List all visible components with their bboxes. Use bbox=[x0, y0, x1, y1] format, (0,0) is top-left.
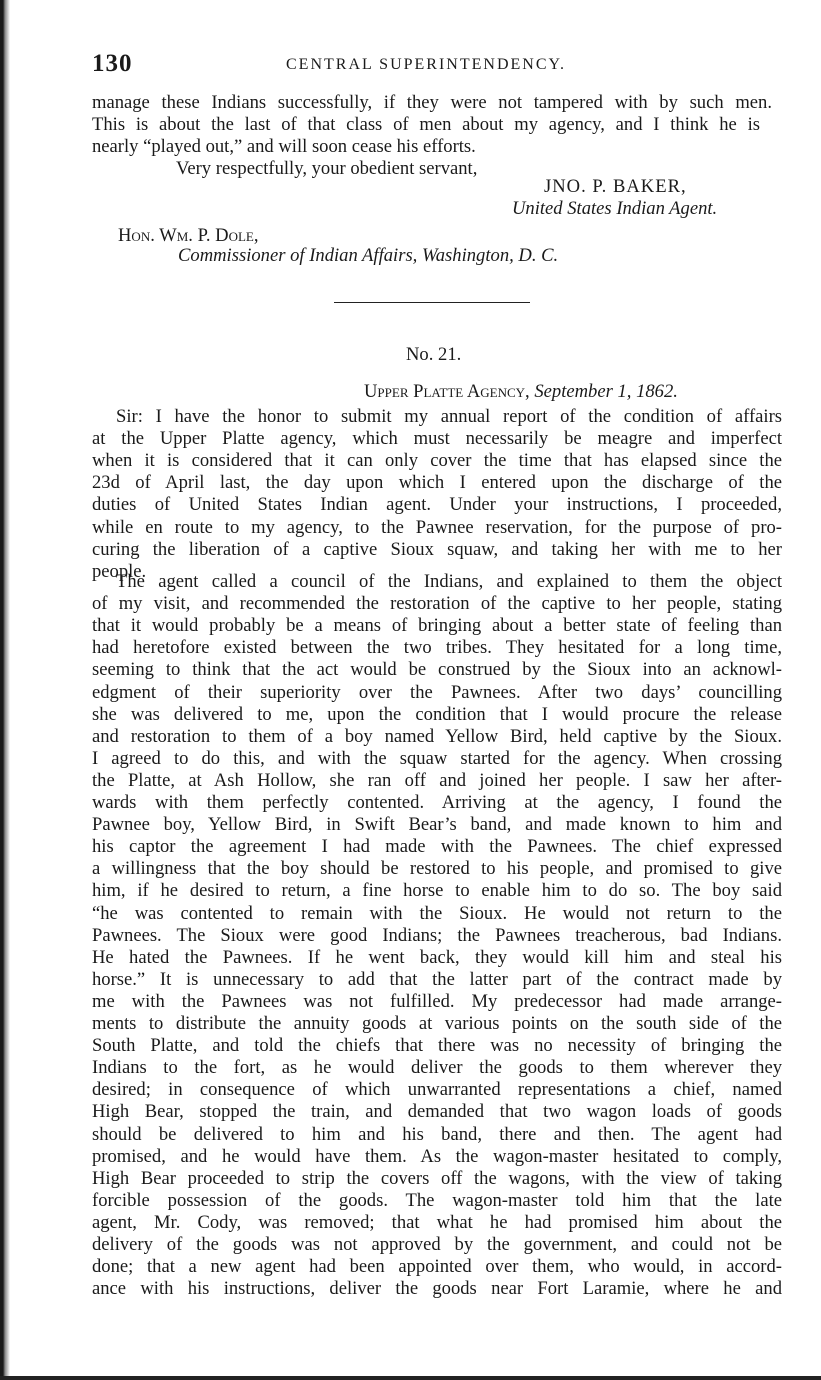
text-line: Pawnees. The Sioux were good Indians; the Pawnees treacherous, bad Indians. bbox=[92, 924, 782, 946]
text-line: when it is considered that it can only cover the time that has elapsed since the bbox=[92, 450, 782, 472]
text-line: Pawnee boy, Yellow Bird, in Swift Bear’s band, and made known to him and bbox=[92, 814, 782, 836]
text-line: the Platte, at Ash Hollow, she ran off and joined her people. I saw her after- bbox=[92, 769, 782, 791]
text-line: at the Upper Platte agency, which must necessarily be meagre and imperfect bbox=[92, 428, 782, 450]
text-line: a willingness that the boy should be restored to his people, and promised to give bbox=[92, 858, 782, 880]
text-line: High Bear proceeded to strip the covers off the wagons, with the view of taking bbox=[92, 1167, 782, 1189]
text-line: nearly “played out,” and will soon cease his efforts. bbox=[92, 136, 476, 157]
report-date: September 1, 1862. bbox=[534, 381, 678, 402]
text-line: He hated the Pawnees. If he went back, they would kill him and steal his bbox=[92, 946, 782, 968]
text-line: edgment of their superiority over the Pawnees. After two days’ councilling bbox=[92, 681, 782, 703]
text-line: manage these Indians successfully, if they were not tampered with by such men. bbox=[92, 92, 772, 113]
text-line: people. bbox=[92, 560, 147, 582]
text-line: desired; in consequence of which unwarranted representations a chief, named bbox=[92, 1079, 782, 1101]
text-line: promised, and he would have them. As the wagon-master hesitated to comply, bbox=[92, 1145, 782, 1167]
text-line: ance with his instructions, deliver the goods near Fort Laramie, where he and bbox=[92, 1278, 782, 1300]
addressee-name: Hon. Wm. P. Dole, bbox=[118, 225, 259, 246]
text-line: while en route to my agency, to the Pawnee reservation, for the purpose of pro- bbox=[92, 516, 782, 538]
text-line: horse.” It is unnecessary to add that the latter part of the contract made by bbox=[92, 968, 782, 990]
text-line: wards with them perfectly contented. Arriving at the agency, I found the bbox=[92, 792, 782, 813]
text-line: and restoration to them of a boy named Yellow Bird, held captive by the Sioux. bbox=[92, 725, 782, 747]
text-line: South Platte, and told the chiefs that there was no necessity of bringing the bbox=[92, 1035, 782, 1057]
text-line: forcible possession of the goods. The wagon-master told him that the late bbox=[92, 1189, 782, 1211]
text-line: Sir: I have the honor to submit my annual report of the condition of affairs bbox=[116, 406, 782, 427]
text-line: This is about the last of that class of men about my agency, and I think he is bbox=[92, 114, 760, 135]
text-line: should be delivered to him and his band, there and then. The agent had bbox=[92, 1123, 782, 1145]
text-line: his captor the agreement I had made with the Pawnees. The chief expressed bbox=[92, 836, 782, 858]
closing-line: Very respectfully, your obedient servant, bbox=[176, 158, 478, 179]
text-line: I agreed to do this, and with the squaw started for the agency. When crossing bbox=[92, 747, 782, 769]
text-line: Indians to the fort, as he would deliver the goods to them wherever they bbox=[92, 1057, 782, 1079]
dateline bbox=[364, 381, 678, 403]
text-line: High Bear, stopped the train, and demanded that two wagon loads of goods bbox=[92, 1101, 782, 1123]
text-line: of my visit, and recommended the restoration of the captive to her people, stating bbox=[92, 593, 782, 615]
page-number: 130 bbox=[92, 50, 133, 77]
text-line: agent, Mr. Cody, was removed; that what he had promised him about the bbox=[92, 1211, 782, 1233]
text-line: delivery of the goods was not approved by the government, and could not be bbox=[92, 1234, 782, 1255]
section-divider bbox=[334, 302, 530, 303]
text-line: “he was contented to remain with the Sioux. He would not return to the bbox=[92, 902, 782, 924]
text-line: that it would probably be a means of bringing about a better state of feeling than bbox=[92, 615, 782, 637]
text-line: 23d of April last, the day upon which I entered upon the discharge of the bbox=[92, 472, 782, 494]
text-line: she was delivered to me, upon the condition that I would procure the release bbox=[92, 703, 782, 725]
running-title: CENTRAL SUPERINTENDENCY. bbox=[286, 56, 567, 73]
text-line: done; that a new agent had been appointed over them, who would, in accord- bbox=[92, 1256, 782, 1278]
signature-name: JNO. P. BAKER, bbox=[544, 176, 687, 197]
text-line: had heretofore existed between the two tribes. They hesitated for a long time, bbox=[92, 637, 782, 659]
scan-bottom-edge bbox=[0, 1376, 821, 1380]
signature-title: United States Indian Agent. bbox=[512, 198, 718, 219]
text-line: The agent called a council of the Indians, and explained to them the object bbox=[116, 571, 782, 592]
text-line: curing the liberation of a captive Sioux squaw, and taking her with me to her bbox=[92, 538, 782, 560]
text-line: ments to distribute the annuity goods at various points on the south side of the bbox=[92, 1013, 782, 1034]
text-line: duties of United States Indian agent. Under your instructions, I proceeded, bbox=[92, 494, 782, 516]
text-line: me with the Pawnees was not fulfilled. My predecessor had made arrange- bbox=[92, 990, 782, 1012]
addressee-title: Commissioner of Indian Affairs, Washington, D. C. bbox=[178, 245, 559, 266]
agency-name: Upper Platte Agency, bbox=[364, 381, 530, 402]
document-number: No. 21. bbox=[406, 344, 462, 365]
scan-left-edge bbox=[0, 0, 10, 1380]
text-line: seeming to think that the act would be construed by the Sioux into an acknowl- bbox=[92, 659, 782, 681]
text-line: him, if he desired to return, a fine horse to enable him to do so. The boy said bbox=[92, 880, 782, 902]
running-head bbox=[92, 50, 782, 84]
